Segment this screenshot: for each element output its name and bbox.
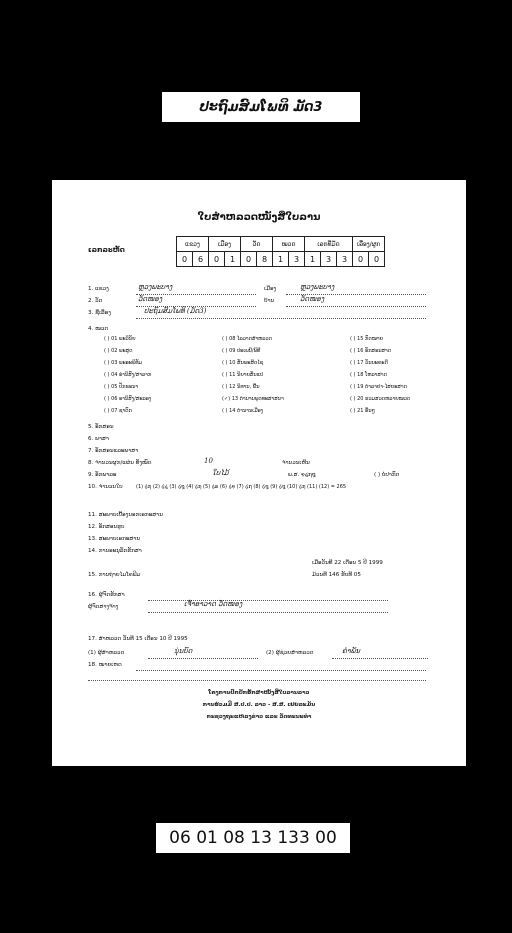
field-assistant-label: (2) ຜູ້ຊ່ວຍສຳຫລວດ [266, 650, 314, 656]
category-item: ( ) 02 ພະສູດ [104, 348, 133, 354]
field-keeper-label: 16. ຜູ້ຈົດຮັກສາ [88, 592, 125, 598]
code-digit-row [177, 252, 385, 267]
category-item: ( ) 08 ໄລວາດສຳຫລວດ [222, 336, 273, 342]
field-exterior-label: 11. ສະພາບເບື້ອງນອກເອກະສານ [88, 512, 163, 518]
survey-form-document [52, 180, 466, 766]
code-header: ເມືອງ [209, 237, 241, 252]
code-digit: 3 [337, 252, 353, 267]
field-temple-value: ວັດໜອງ [138, 295, 163, 303]
code-digit: 0 [241, 252, 257, 267]
footer-project: ໂຄງການປົກປັກຮັກສາໜັງສືໃບລານລາວ [208, 690, 310, 696]
code-digit: 3 [321, 252, 337, 267]
field-surveyor-value: ນຸ່ນບົດ [174, 647, 193, 655]
field-village-label: ບ້ານ [264, 298, 275, 304]
field-language-label: 6. ພາສາ [88, 436, 109, 442]
field-temple-label: 2. ວັດ [88, 298, 103, 304]
code-label: ເລກລະຫັດ [88, 246, 125, 254]
field-leaves-label: 10. ຈຳນວນໃບ [88, 484, 123, 490]
field-era-value: ພ.ສ. ໑໔໗໘ [288, 472, 316, 478]
field-count-value: 10 [204, 457, 213, 465]
field-province-value: ຫຼວງພະບາງ [138, 283, 173, 291]
field-conservation-label: 14. ການອະນຸລັກຮັກສາ [88, 548, 142, 554]
category-item: ( ) 04 ອຳນິສົງ/ສາລາກ [104, 372, 152, 378]
bottom-code-label: 06 01 08 13 133 00 [156, 823, 350, 853]
field-keeper-b-label: ຜູ້ຈົດສາງຈ້າງ [88, 604, 119, 610]
code-digit: 1 [273, 252, 289, 267]
code-digit: 0 [353, 252, 369, 267]
category-item: ( ) 03 ພະອະພິທັມ [104, 360, 143, 366]
field-condition-label: 13. ສະພາບເອກະສານ [88, 536, 141, 542]
field-material-value: ໃບໄມ້ [212, 469, 229, 477]
field-script-language-label: 7. ອັກສອນແລະພາສາ [88, 448, 139, 454]
top-title-label: ປະຖົມສົມໂພທິ ມັດ3 [162, 92, 360, 122]
code-header: ໝວດ [273, 237, 305, 252]
field-remarks-label: 18. ໝາຍເຫດ [88, 662, 122, 668]
category-item-selected: (✓) 13 ຕຳນານພຸດທະສາສນາ [222, 396, 284, 402]
field-keeper-b-value: ເຈົ້າອາວາດ ວັດໜອງ [184, 600, 243, 608]
code-header-row [177, 237, 385, 252]
category-item: ( ) 15 ກົດໝາຍ [350, 336, 384, 342]
field-script-label: 5. ອັກສອນ [88, 424, 114, 430]
category-item: ( ) 12 ນິທານ, ພື້ນ [222, 384, 260, 390]
field-material-label: 9. ອັກພາລະ [88, 472, 117, 478]
category-item: ( ) 20 ຮວມສວດຫລາຍໝວດ [350, 396, 411, 402]
field-microfilm-roll: ມ້ວນທີ 146 ຮັບທີ 05 [312, 572, 361, 578]
code-header: ເລື່ອງ/ຜູກ [353, 237, 385, 252]
code-header: ເລກທີ່ມັດ [305, 237, 353, 252]
field-assistant-value: ຄຳພັນ [342, 647, 361, 655]
category-item: ( ) 19 ຕຳລາຢາ-ໄສຍະສາດ [350, 384, 407, 390]
field-count-b-label: ຈຳນວນເຫີນ [282, 460, 310, 466]
category-item: ( ) 10 ສັນພະສິດໄຊ [222, 360, 264, 366]
category-item: ( ) 06 ອານິສົງ/ສະລອງ [104, 396, 152, 402]
category-item: ( ) 14 ຕຳນານເມືອງ [222, 408, 264, 414]
field-era-unknown: ( ) ບໍ່ປາກົດ [374, 472, 400, 478]
field-province-label: 1. ແຂວງ [88, 286, 109, 292]
code-table [176, 236, 385, 267]
field-microfilm-label: 15. ການຖ່າຍໄມໂຄຟິມ [88, 572, 141, 578]
field-microfilm-date: ເມື່ອວັນທີ 22 ເດືອນ 5 ປີ 1999 [312, 560, 383, 566]
category-item: ( ) 01 ພະວິນັຍ [104, 336, 136, 342]
category-item: ( ) 16 ອັກສອນສາດ [350, 348, 392, 354]
code-digit: 6 [193, 252, 209, 267]
category-item: ( ) 17 ວັນນະຄະດີ [350, 360, 388, 366]
form-title: ໃບສຳຫລວດໜັງສືໃບລານ [197, 212, 321, 223]
field-image-label: 12. ອັກສອນຮູບ [88, 524, 125, 530]
code-digit: 0 [369, 252, 385, 267]
code-header: ວັດ [241, 237, 273, 252]
category-item: ( ) 05 ປັກຂະນາ [104, 384, 139, 390]
field-district-label: ເມືອງ [264, 286, 277, 292]
code-digit: 0 [177, 252, 193, 267]
code-digit: 8 [257, 252, 273, 267]
code-digit: 1 [225, 252, 241, 267]
field-village-value: ວັດໜອງ [300, 295, 325, 303]
field-district-value: ຫຼວງພະບາງ [300, 283, 335, 291]
code-digit: 0 [209, 252, 225, 267]
footer-ministry: ກະຊວງຖະແຫລງຂ່າວ ແລະ ວັດທະນະທຳ [206, 714, 312, 720]
footer-cooperation: ການຮ່ວມມື ສ.ປ.ປ. ລາວ - ສ.ສ. ເຢຍລະມັນ [202, 702, 316, 708]
field-title-value: ປະຖົມສົມໂພທິ (ມັດ3) [144, 307, 207, 315]
code-digit: 1 [305, 252, 321, 267]
category-item: ( ) 07 ຊາດົກ [104, 408, 132, 414]
field-leaves-value: (1) ໒໗ (2) ໒໔ (3) ໒໘ (4) ໒໗ (5) ໒໙ (6) ໒໑ (7) ໒໗ (8) ໒໘ (9) ໒໘ (10) ໒໗ (11) (12) = 265 [136, 484, 347, 490]
field-surveyor-label: (1) ຜູ້ສຳຫລວດ [88, 650, 125, 656]
code-digit: 3 [289, 252, 305, 267]
field-category-label: 4. ໝວດ [88, 326, 109, 332]
category-item: ( ) 18 ໂຫລາສາດ [350, 372, 387, 378]
category-item: ( ) 21 ອື່ນໆ [350, 408, 375, 414]
code-header: ແຂວງ [177, 237, 209, 252]
field-title-label: 3. ຊື່ເລື່ອງ [88, 310, 111, 316]
category-item: ( ) 11 ນິຍາຍສັນແປ [222, 372, 264, 378]
field-count-label: 8. ຈຳນວນຜູກ/ແຜ່ນ ທັງໝົດ [88, 460, 152, 466]
category-item: ( ) 09 ປະເພນີ/ພິທີ [222, 348, 261, 354]
field-survey-date: 17. ສຳຫລວດ ວັນທີ 15 ເດືອນ 10 ປີ 1995 [88, 636, 188, 642]
